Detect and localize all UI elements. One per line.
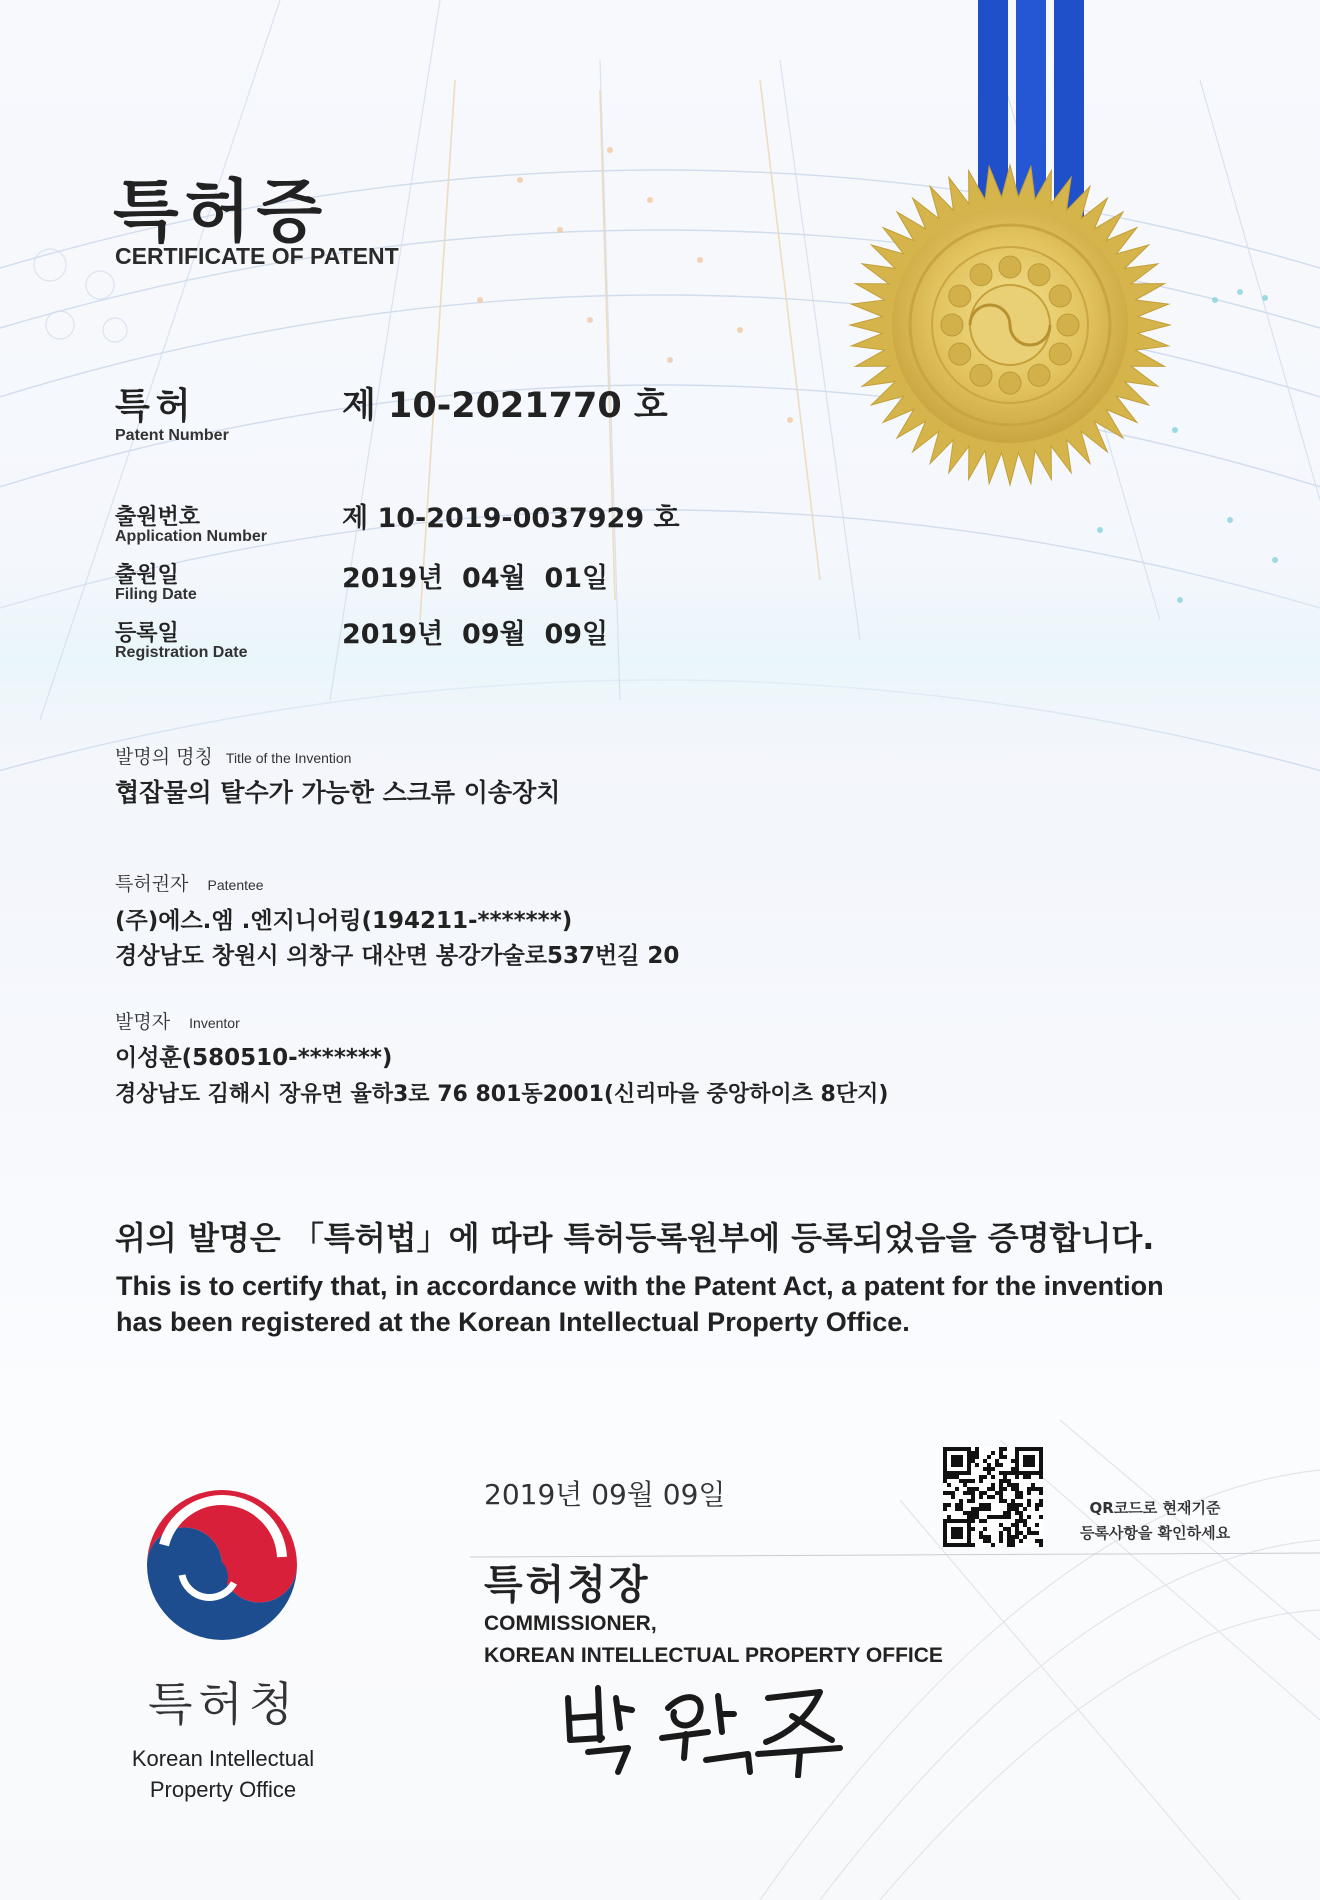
- patentee-name: (주)에스.엠 .엔지니어링(194211-*******): [115, 908, 573, 934]
- certification-text-ko: 위의 발명은 「특허법」에 따라 특허등록원부에 등록되었음을 증명합니다.: [115, 1219, 1155, 1257]
- invention-title: 협잡물의 탈수가 가능한 스크류 이송장치: [115, 778, 561, 807]
- signature-icon: [558, 1668, 858, 1778]
- filing-date-label-en: Filing Date: [115, 586, 197, 603]
- office-name-ko: 특허청: [148, 1677, 300, 1731]
- registration-date-label-en: Registration Date: [115, 644, 248, 661]
- inventor-name: 이성훈(580510-*******): [115, 1045, 393, 1071]
- office-name-en: [108, 1743, 338, 1805]
- patent-number-value: 제 10-2021770 호: [342, 386, 668, 426]
- qr-code-icon: [943, 1447, 1043, 1547]
- filing-date-value: 2019년 04월 01일: [342, 563, 609, 594]
- gold-seal-icon: [850, 165, 1170, 485]
- office-name-en-line2: Property Office: [149, 1777, 297, 1802]
- certification-text-en: [116, 1268, 1266, 1340]
- qr-caption: [1055, 1496, 1255, 1546]
- issue-date: 2019년 09월 09일: [484, 1478, 726, 1511]
- commissioner-signature: [558, 1668, 858, 1794]
- qr-caption-line2: 등록사항을 확인하세요: [1079, 1524, 1231, 1542]
- commissioner-title-en-line1: COMMISSIONER,: [484, 1612, 657, 1635]
- certificate-title-en: CERTIFICATE OF PATENT: [115, 243, 399, 269]
- patentee-address: 경상남도 창원시 의창구 대산면 봉강가술로537번길 20: [115, 943, 680, 969]
- certification-text-en-line1: This is to certify that, in accordance with the Patent Act, a patent for the invention: [116, 1271, 1164, 1301]
- inventor-label-en: Inventor: [189, 1015, 240, 1031]
- filing-date-label-ko: 출원일: [115, 563, 179, 588]
- certification-text-en-line2: has been registered at the Korean Intellectual Property Office.: [116, 1307, 910, 1337]
- inventor-label-ko: 발명자: [115, 1011, 171, 1033]
- application-number-label-ko: 출원번호: [115, 505, 201, 530]
- invention-label-en: Title of the Invention: [225, 750, 352, 766]
- patentee-section-label: [115, 869, 264, 896]
- commissioner-title-en-line2: KOREAN INTELLECTUAL PROPERTY OFFICE: [484, 1644, 943, 1667]
- invention-section-label: [115, 742, 351, 769]
- application-number-label-en: Application Number: [115, 528, 268, 545]
- office-name-en-line1: Korean Intellectual: [131, 1746, 315, 1771]
- registration-date-value: 2019년 09월 09일: [342, 619, 609, 650]
- qr-caption-line1: QR코드로 현재기준: [1089, 1499, 1221, 1517]
- invention-label-ko: 발명의 명칭: [115, 746, 213, 768]
- kipo-logo-icon: [147, 1490, 297, 1640]
- commissioner-title-ko: 특허청장: [484, 1562, 651, 1608]
- patent-number-label-en: Patent Number: [115, 427, 229, 444]
- commissioner-title-en: [484, 1608, 943, 1672]
- inventor-section-label: [115, 1007, 240, 1034]
- inventor-address: 경상남도 김해시 장유면 율하3로 76 801동2001(신리마을 중앙하이츠 8단지): [115, 1082, 889, 1107]
- registration-date-label-ko: 등록일: [115, 621, 179, 646]
- patentee-label-ko: 특허권자: [115, 873, 189, 895]
- patent-number-label-ko: 특허: [115, 386, 197, 427]
- certificate-title-ko: 특허증: [113, 173, 329, 252]
- application-number-value: 제 10-2019-0037929 호: [342, 503, 680, 534]
- patentee-label-en: Patentee: [207, 877, 264, 893]
